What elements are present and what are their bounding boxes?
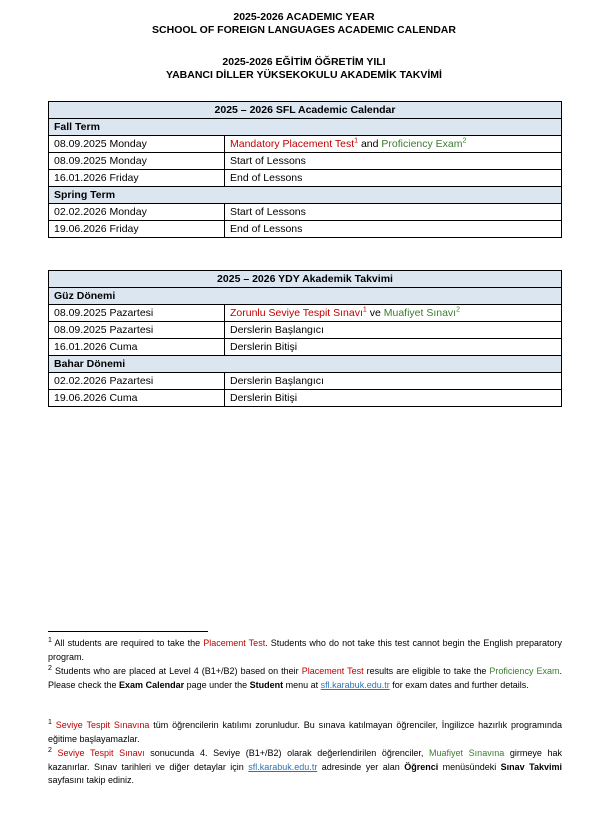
term-header-spring: Bahar Dönemi (49, 356, 562, 373)
table-row (49, 153, 562, 170)
table-title: 2025 – 2026 SFL Academic Calendar (49, 102, 562, 119)
table-row (49, 221, 562, 238)
footnote-divider (48, 631, 208, 632)
student-menu-text: Student (249, 679, 284, 690)
footnote-text: girmeye hak kazanırlar. Sınav tarihleri ve diğer detaylar için (48, 748, 562, 772)
footnote-text: . Please check the (48, 666, 562, 690)
header-en-line1: 2025-2026 ACADEMIC YEAR (233, 11, 375, 23)
table-row (49, 373, 562, 390)
footnote-number: 1 (48, 719, 52, 726)
date-cell: 02.02.2026 Monday (49, 204, 225, 221)
term-header-spring: Spring Term (49, 187, 562, 204)
proficiency-exam-text: Muafiyet Sınavına (429, 748, 505, 758)
event-cell: Derslerin Başlangıcı (225, 322, 562, 339)
event-cell: End of Lessons (225, 221, 562, 238)
event-cell (225, 136, 562, 153)
connector-text: and (358, 138, 382, 150)
header-tr-line2: YABANCI DİLLER YÜKSEKOKULU AKADEMİK TAKVİMİ (166, 69, 442, 81)
footnote-ref: 1 (354, 137, 359, 145)
table-row (49, 339, 562, 356)
table-row (49, 305, 562, 322)
term-header-fall: Fall Term (49, 119, 562, 136)
header-en (0, 11, 608, 37)
exam-calendar-text: Exam Calendar (119, 679, 185, 690)
footnote-en-1 (48, 637, 562, 664)
footnote-text: for exam dates and further details. (389, 679, 529, 690)
event-cell: Start of Lessons (225, 153, 562, 170)
placement-test-text: Mandatory Placement Test (230, 138, 355, 150)
student-menu-text: Öğrenci (404, 761, 439, 772)
date-cell: 16.01.2026 Cuma (49, 339, 225, 356)
footnote-text: . Students who do not take this test cannot begin the English preparatory program. (48, 638, 562, 662)
website-link[interactable]: sfl.karabuk.edu.tr (320, 679, 390, 690)
proficiency-exam-text: Muafiyet Sınavı (383, 307, 457, 319)
event-cell: End of Lessons (225, 170, 562, 187)
table-row (49, 136, 562, 153)
exam-calendar-text: Sınav Takvimi (500, 761, 562, 772)
date-cell: 08.09.2025 Monday (49, 136, 225, 153)
footnote-tr-1 (48, 719, 562, 746)
footnote-text: menüsündeki (438, 761, 501, 772)
footnote-text: results are eligible to take the (363, 666, 490, 676)
footnote-number: 1 (48, 637, 52, 644)
footnote-ref: 1 (362, 306, 367, 314)
calendar-table-tr (48, 270, 562, 407)
calendar-table-en (48, 101, 562, 238)
date-cell: 08.09.2025 Monday (49, 153, 225, 170)
table-row (49, 170, 562, 187)
date-cell: 02.02.2026 Pazartesi (49, 373, 225, 390)
table-row (49, 204, 562, 221)
table-title: 2025 – 2026 YDY Akademik Takvimi (49, 271, 562, 288)
connector-text: ve (366, 307, 384, 319)
placement-test-text: Zorunlu Seviye Tespit Sınavı (230, 307, 363, 319)
footnote-ref: 2 (456, 306, 461, 314)
event-cell (225, 305, 562, 322)
table-row (49, 322, 562, 339)
date-cell: 19.06.2026 Friday (49, 221, 225, 238)
footnote-tr-2 (48, 747, 562, 788)
event-cell: Start of Lessons (225, 204, 562, 221)
footnote-en-2 (48, 665, 562, 692)
footnote-text: adresinde yer alan (317, 761, 405, 772)
event-cell: Derslerin Başlangıcı (225, 373, 562, 390)
event-cell: Derslerin Bitişi (225, 390, 562, 407)
placement-test-text: Seviye Tespit Sınavı (57, 748, 145, 758)
footnote-text: page under the (184, 679, 250, 690)
footnote-text: sayfasını takip ediniz. (48, 775, 135, 785)
date-cell: 19.06.2026 Cuma (49, 390, 225, 407)
header-tr-line1: 2025-2026 EĞİTİM ÖĞRETİM YILI (222, 56, 386, 68)
footnote-text: All students are required to take the (51, 638, 204, 648)
date-cell: 08.09.2025 Pazartesi (49, 305, 225, 322)
event-cell: Derslerin Bitişi (225, 339, 562, 356)
footnote-text: menu at (283, 679, 321, 690)
placement-test-text: Placement Test (301, 666, 364, 676)
footnote-text: Students who are placed at Level 4 (B1+/B2) based on their (51, 666, 302, 676)
term-header-fall: Güz Dönemi (49, 288, 562, 305)
date-cell: 08.09.2025 Pazartesi (49, 322, 225, 339)
placement-test-text: Placement Test (203, 638, 266, 648)
proficiency-exam-text: Proficiency Exam (381, 138, 463, 150)
placement-test-text: Seviye Tespit Sınavına (55, 720, 150, 730)
footnote-ref: 2 (462, 137, 467, 145)
website-link[interactable]: sfl.karabuk.edu.tr (248, 761, 318, 772)
header-en-line2: SCHOOL OF FOREIGN LANGUAGES ACADEMIC CALENDAR (152, 24, 456, 36)
date-cell: 16.01.2026 Friday (49, 170, 225, 187)
header-tr (0, 56, 608, 82)
footnote-text: tüm öğrencilerin katılımı zorunludur. Bu sınava katılmayan öğrenciler, İngilizce hazırlık programında eğitime başlayamazlar. (48, 720, 562, 744)
footnote-text: sonucunda 4. Seviye (B1+/B2) olarak değerlendirilen öğrenciler, (144, 748, 430, 758)
footnote-number: 2 (48, 665, 52, 672)
table-row (49, 390, 562, 407)
footnote-number: 2 (48, 747, 52, 754)
proficiency-exam-text: Proficiency Exam (489, 666, 560, 676)
